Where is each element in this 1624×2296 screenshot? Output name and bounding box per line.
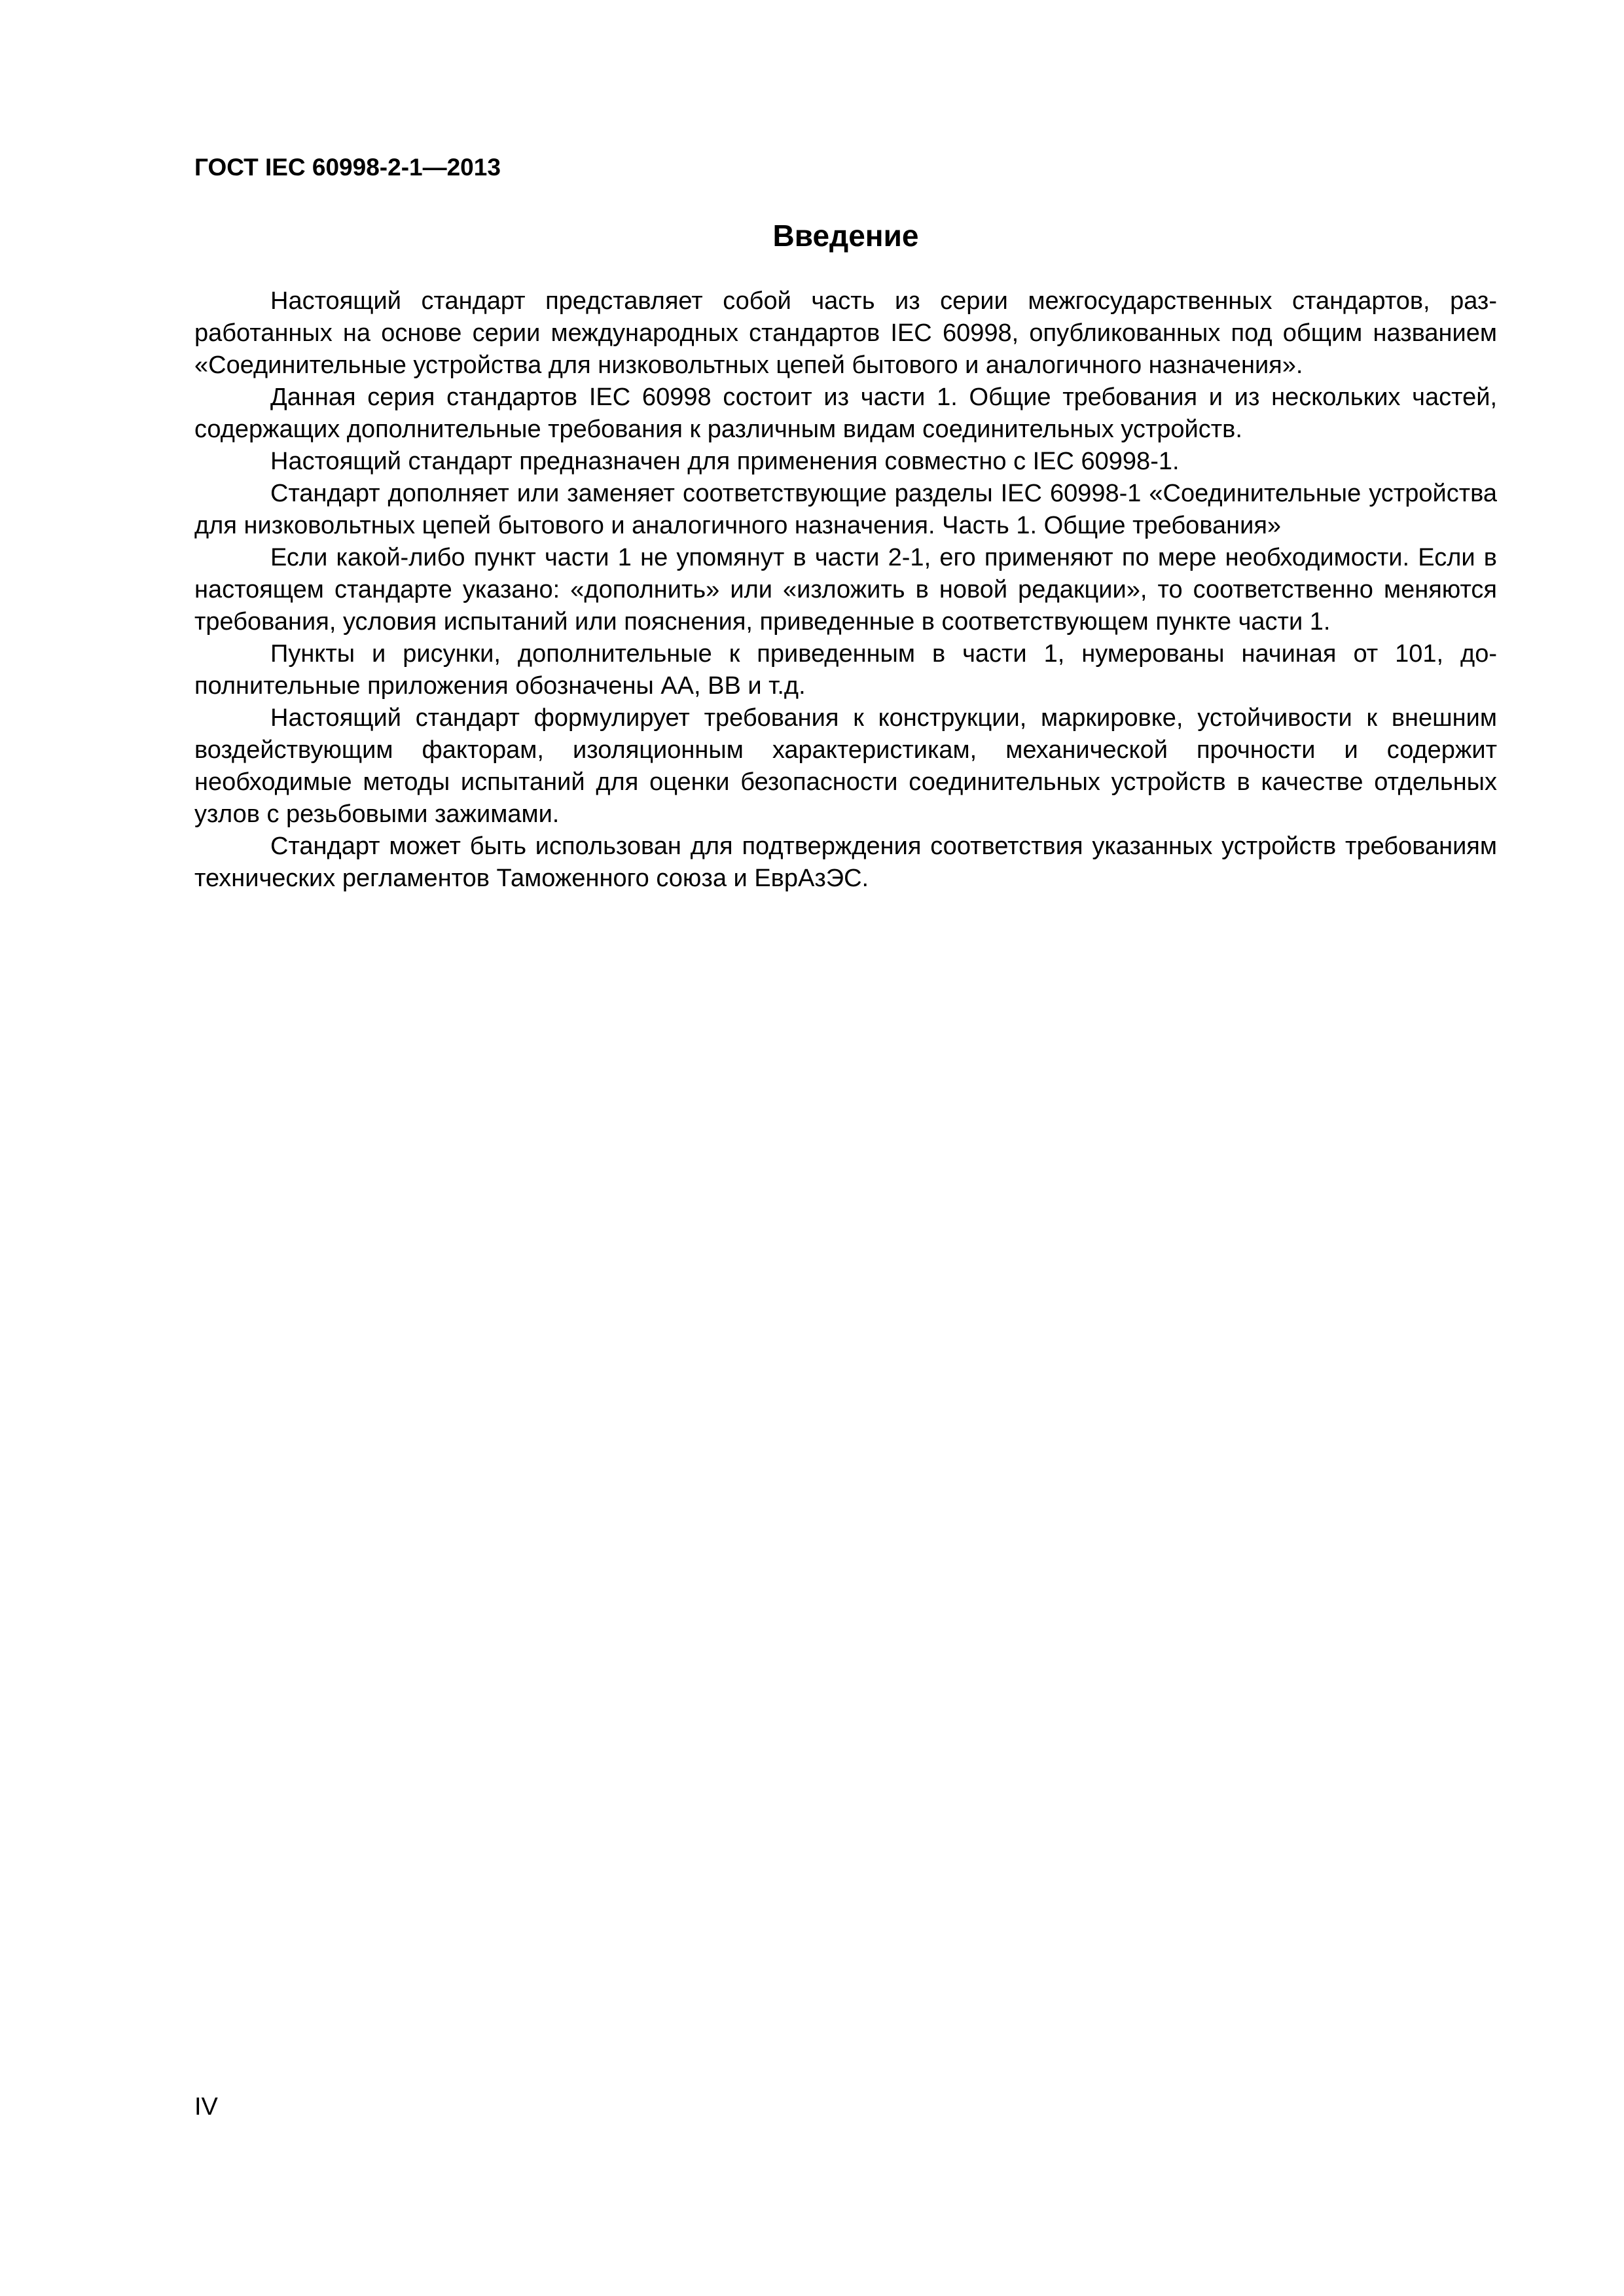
paragraph: Если какой-либо пункт части 1 не упомянут в части 2-1, его применяют по мере необходимости. Если в настоящем стандарте указано: «дополнить» или «изложить в новой редакции», то соответственно меняются требования, условия испытаний или пояснения, приведенные в соответствующем пункте части 1. (194, 544, 1497, 636)
section-title: Введение (772, 219, 919, 253)
paragraph: Настоящий стандарт предназначен для применения совместно с IEC 60998-1. (270, 448, 1180, 475)
section-body (194, 285, 1497, 895)
paragraph: Данная серия стандартов IEC 60998 состоит из части 1. Общие требования и из нескольких частей, содержащих дополнительные требования к различным видам соединительных устройств. (194, 384, 1497, 443)
paragraph: Стандарт дополняет или заменяет соответствующие разделы IEC 60998-1 «Соединительные устройства для низковольтных цепей бытового и аналогичного назначения. Часть 1. Общие требования» (194, 480, 1497, 539)
paragraph: Стандарт может быть использован для подтверждения соответствия указанных устройств требованиям технических регламентов Таможенного союза и ЕврАзЭС. (194, 833, 1497, 892)
document-code-header: ГОСТ IEC 60998-2-1—2013 (194, 154, 501, 181)
paragraph: Настоящий стандарт формулирует требования к конструкции, маркировке, устойчивости к внешним воздействующим факторам, изоляционным характеристикам, механической прочности и содержит необходимые методы испытаний для оценки безопасности соединительных устройств в качестве отдельных узлов с резьбовыми зажимами. (194, 704, 1497, 828)
paragraph: Настоящий стандарт представляет собой часть из серии межгосударственных стандартов, разработанных на основе серии международных стандартов IEC 60998, опубликованных под общим названием «Соединительные устройства для низковольтных цепей бытового и аналогичного назначения». (194, 287, 1497, 379)
page-number: IV (194, 2093, 218, 2121)
paragraph: Пункты и рисунки, дополнительные к приведенным в части 1, нумерованы начиная от 101, дополнительные приложения обозначены АА, ВВ и т.д. (194, 640, 1497, 700)
